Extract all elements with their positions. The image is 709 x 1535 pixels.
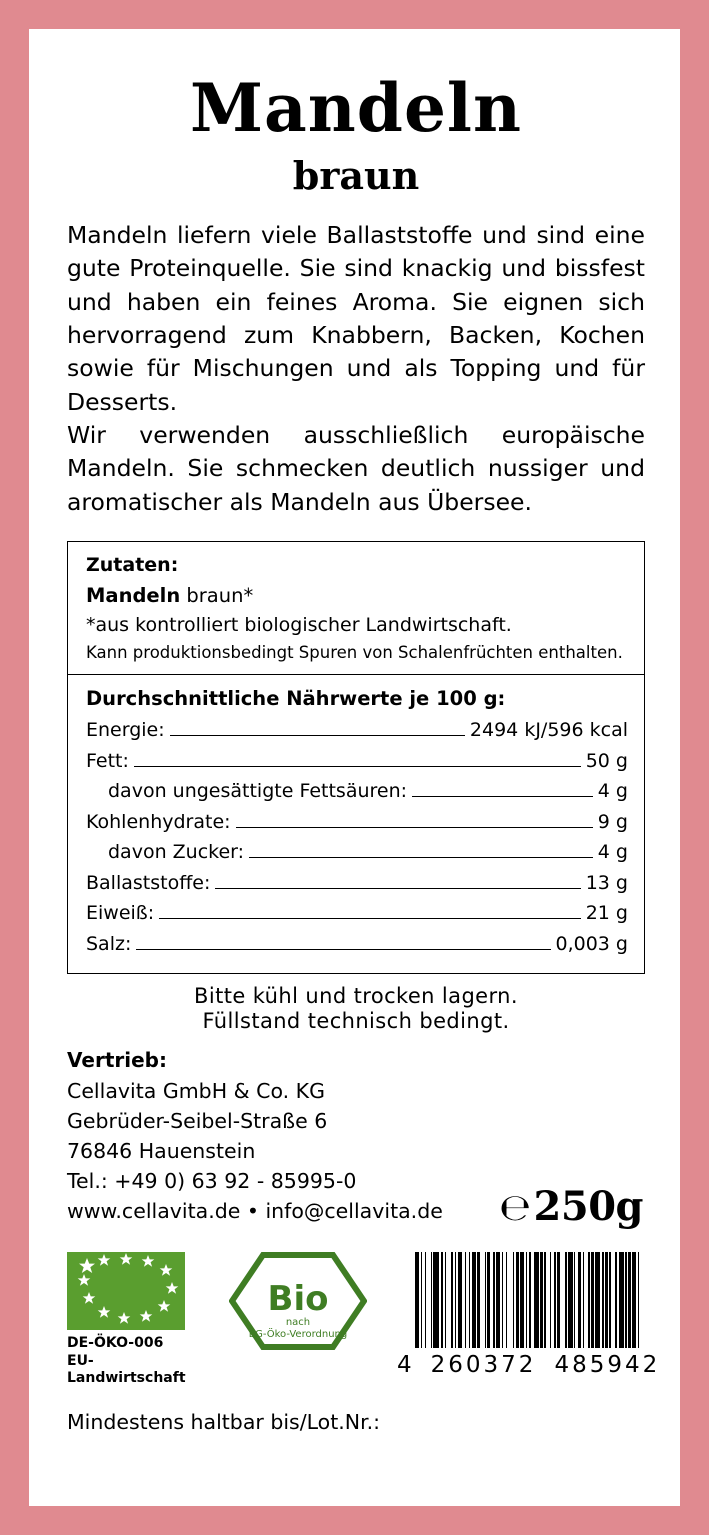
- ingredients-trace: Kann produktionsbedingt Spuren von Schalenfrüchten enthalten.: [86, 643, 623, 663]
- estimate-sign-icon: ℮: [499, 1186, 531, 1230]
- eu-organic-origin: EU-Landwirtschaft: [67, 1352, 186, 1387]
- eu-organic-leaf-icon: [67, 1252, 185, 1330]
- distributor-phone: Tel.: +49 0) 63 92 - 85995-0: [67, 1168, 357, 1193]
- product-description: [67, 219, 645, 519]
- ingredients-section: [68, 542, 644, 675]
- barcode-group-1: 260372: [430, 1352, 537, 1379]
- storage-line-2: Füllstand technisch bedingt.: [202, 1008, 510, 1033]
- nutrition-section: [68, 675, 644, 973]
- nutrition-value: 4 g: [597, 841, 628, 864]
- nutrition-value: 21 g: [585, 902, 628, 925]
- nutrition-label: davon Zucker:: [108, 841, 245, 864]
- nutrition-leader-line: [136, 949, 550, 950]
- eu-organic-caption: [67, 1335, 189, 1388]
- distributor-block: [67, 1047, 645, 1231]
- storage-line-1: Bitte kühl und trocken lagern.: [194, 984, 518, 1009]
- net-weight-amount: 250g: [533, 1183, 643, 1231]
- barcode: [397, 1252, 661, 1379]
- nutrition-leader-line: [412, 796, 593, 797]
- ingredients-heading: Zutaten:: [86, 554, 179, 577]
- certification-logos: [67, 1252, 661, 1388]
- product-subtitle: braun: [292, 153, 420, 198]
- nutrition-row: [86, 841, 628, 863]
- ingredients-note: *aus kontrolliert biologischer Landwirtschaft.: [86, 614, 512, 637]
- nutrition-heading: Durchschnittliche Nährwerte je 100 g:: [86, 687, 506, 711]
- nutrition-value: 2494 kJ/596 kcal: [469, 719, 628, 742]
- storage-instructions: [67, 984, 645, 1034]
- product-label: [29, 29, 680, 1506]
- info-box: [67, 541, 645, 974]
- nutrition-table: [86, 719, 628, 955]
- distributor-street: Gebrüder-Seibel-Straße 6: [67, 1108, 328, 1133]
- bio-seal-sub1: nach: [285, 1317, 311, 1329]
- nutrition-row: [86, 719, 628, 741]
- nutrition-row: [86, 750, 628, 772]
- nutrition-row: [86, 780, 628, 802]
- nutrition-row: [86, 902, 628, 924]
- barcode-first-digit: 4: [397, 1352, 413, 1379]
- nutrition-label: Eiweiß:: [86, 902, 155, 925]
- nutrition-label: Salz:: [86, 932, 132, 955]
- nutrition-value: 0,003 g: [555, 932, 628, 955]
- nutrition-leader-line: [159, 918, 581, 919]
- ingredients-main: [86, 584, 628, 607]
- product-title: Mandeln: [189, 69, 522, 147]
- eu-organic-code: DE-ÖKO-006: [67, 1335, 164, 1352]
- nutrition-row: [86, 933, 628, 955]
- label-content: [67, 57, 661, 1434]
- barcode-bar: [639, 1252, 642, 1348]
- barcode-group-2: 485942: [554, 1352, 661, 1379]
- nutrition-label: Ballaststoffe:: [86, 871, 211, 894]
- nutrition-label: davon ungesättigte Fettsäuren:: [108, 780, 408, 803]
- net-weight: [499, 1183, 643, 1230]
- nutrition-row: [86, 811, 628, 833]
- nutrition-row: [86, 872, 628, 894]
- nutrition-leader-line: [134, 766, 581, 767]
- bio-seal-icon: [229, 1252, 367, 1350]
- nutrition-leader-line: [236, 827, 593, 828]
- nutrition-label: Fett:: [86, 749, 129, 772]
- bio-seal-sub2: EG-Öko-Verordnung: [248, 1329, 348, 1341]
- description-paragraph-1: Mandeln liefern viele Ballaststoffe und sind eine gute Proteinquelle. Sie sind knackig und bissfest und haben ein feines Aroma. Sie eignen sich hervorragend zum Knabbern, Backen, Kochen sowie für Mischungen und als Topping und für Desserts.: [67, 220, 645, 416]
- ingredients-main-bold: Mandeln: [86, 584, 181, 608]
- nutrition-value: 13 g: [585, 871, 628, 894]
- eu-organic-logo: [67, 1252, 189, 1388]
- nutrition-label: Kohlenhydrate:: [86, 810, 231, 833]
- best-before-line: Mindestens haltbar bis/Lot.Nr.:: [67, 1409, 381, 1434]
- nutrition-value: 50 g: [585, 749, 628, 772]
- nutrition-value: 4 g: [597, 780, 628, 803]
- distributor-heading: Vertrieb:: [67, 1047, 167, 1072]
- distributor-company: Cellavita GmbH & Co. KG: [67, 1078, 325, 1103]
- bio-seal-text: Bio: [267, 1279, 329, 1320]
- nutrition-value: 9 g: [597, 810, 628, 833]
- description-paragraph-2: Wir verwenden ausschließlich europäische Mandeln. Sie schmecken deutlich nussiger und aromatischer als Mandeln aus Übersee.: [67, 420, 645, 516]
- distributor-web: www.cellavita.de • info@cellavita.de: [67, 1199, 443, 1224]
- distributor-city: 76846 Hauenstein: [67, 1138, 256, 1163]
- nutrition-leader-line: [215, 888, 580, 889]
- barcode-digits: [397, 1352, 661, 1379]
- ingredients-main-rest: braun*: [180, 584, 254, 608]
- nutrition-leader-line: [249, 857, 593, 858]
- nutrition-label: Energie:: [86, 719, 165, 742]
- nutrition-leader-line: [170, 735, 465, 736]
- barcode-bars: [415, 1252, 642, 1348]
